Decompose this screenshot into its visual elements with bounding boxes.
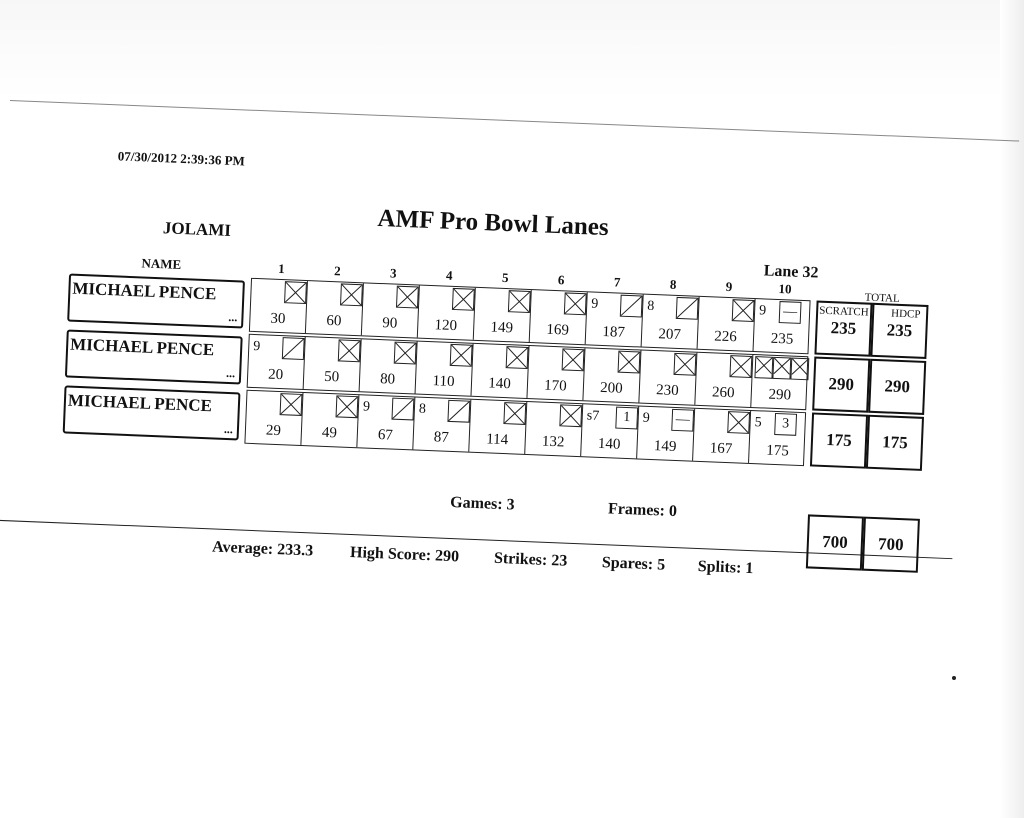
frame-cell bbox=[416, 342, 474, 396]
frame-cell bbox=[474, 288, 532, 342]
scanner-background bbox=[0, 0, 1024, 100]
frame-score: 140 bbox=[597, 435, 621, 453]
total-column-header: TOTAL bbox=[864, 291, 900, 305]
scan-edge-shadow bbox=[1000, 0, 1024, 818]
frame-score: 67 bbox=[377, 427, 394, 444]
frame-cell bbox=[583, 348, 641, 402]
frame-number: 1 bbox=[277, 260, 286, 277]
grand-total-scratch: 700 bbox=[806, 514, 864, 570]
frames-count: Frames: 0 bbox=[607, 500, 678, 521]
frame-cell bbox=[639, 351, 697, 405]
roll-box: 3 bbox=[774, 413, 797, 436]
games-count: Games: 3 bbox=[449, 493, 515, 514]
strike-mark bbox=[284, 281, 307, 304]
strike-mark bbox=[396, 286, 419, 309]
frame-number: 4 bbox=[445, 267, 453, 283]
frame-score: 260 bbox=[711, 384, 735, 402]
player-name: MICHAEL PENCE bbox=[72, 278, 217, 304]
frame-score: 140 bbox=[487, 375, 512, 393]
frame-score: 50 bbox=[323, 368, 340, 386]
frame-cell bbox=[586, 292, 644, 346]
scratch-total: 290 bbox=[812, 356, 870, 412]
player-name-box bbox=[65, 329, 243, 384]
frame-cell bbox=[472, 344, 530, 398]
frame-number: 2 bbox=[333, 263, 341, 279]
player-name: MICHAEL PENCE bbox=[69, 334, 215, 360]
page-title: AMF Pro Bowl Lanes bbox=[377, 204, 610, 242]
frame-score: 200 bbox=[599, 379, 623, 397]
strike-mark bbox=[559, 404, 582, 427]
roll-box: — bbox=[779, 301, 802, 324]
frame-number: 10 bbox=[778, 281, 792, 297]
spare-mark bbox=[676, 297, 699, 320]
frame-cell bbox=[362, 283, 420, 337]
strike-mark bbox=[508, 290, 531, 313]
frame-cell bbox=[357, 395, 415, 449]
frame-cell bbox=[248, 335, 306, 389]
frame-score: 90 bbox=[382, 315, 398, 332]
strike-mark bbox=[729, 355, 752, 378]
lane-number: Lane 32 bbox=[763, 262, 819, 282]
strike-mark bbox=[506, 346, 529, 369]
first-roll: 8 bbox=[646, 298, 655, 315]
strike-mark bbox=[394, 342, 417, 365]
frame-cell bbox=[250, 279, 308, 333]
strike-mark bbox=[754, 356, 773, 379]
strike-mark bbox=[772, 357, 791, 380]
player-name-box bbox=[67, 274, 245, 329]
frame-number: 7 bbox=[613, 274, 621, 290]
first-roll: 9 bbox=[362, 399, 371, 415]
frame-score: 132 bbox=[541, 433, 565, 451]
spare-mark bbox=[282, 337, 305, 360]
frame-score: 226 bbox=[714, 328, 738, 346]
player-name: MICHAEL PENCE bbox=[67, 390, 213, 416]
frame-score: 235 bbox=[770, 330, 794, 348]
frame-number: 5 bbox=[501, 269, 509, 286]
strike-mark bbox=[338, 339, 361, 362]
frame-score: 187 bbox=[602, 323, 626, 341]
frame-cell bbox=[530, 290, 588, 344]
frame-cell bbox=[754, 299, 812, 353]
center-name: JOLAMI bbox=[162, 218, 232, 240]
frame-score: 80 bbox=[379, 371, 396, 388]
hdcp-total: 175 bbox=[866, 415, 924, 471]
timestamp: 07/30/2012 2:39:36 PM bbox=[117, 148, 246, 169]
spares-count: Spares: 5 bbox=[601, 554, 666, 574]
score-sheet bbox=[0, 100, 1009, 660]
frame-cell bbox=[413, 398, 471, 452]
more-dots: ... bbox=[225, 365, 236, 381]
frame-cell bbox=[698, 297, 756, 351]
frame-cell bbox=[527, 346, 585, 400]
strike-mark bbox=[732, 299, 755, 322]
frame-score: 149 bbox=[490, 319, 514, 337]
name-column-header: NAME bbox=[141, 255, 182, 272]
frame-score: 170 bbox=[543, 377, 568, 395]
frame-cell bbox=[693, 409, 751, 463]
frame-score: 230 bbox=[655, 382, 679, 400]
average-score: Average: 233.3 bbox=[211, 538, 314, 560]
hdcp-column-header: HDCP bbox=[890, 307, 921, 321]
strike-mark bbox=[450, 344, 473, 367]
grand-total-hdcp: 700 bbox=[862, 517, 920, 573]
frame-score: 149 bbox=[653, 438, 677, 456]
roll-value: 5 bbox=[754, 415, 762, 431]
strike-mark bbox=[790, 358, 809, 381]
scan-speck bbox=[952, 676, 956, 680]
frame-cell bbox=[306, 281, 364, 335]
spare-mark bbox=[447, 400, 470, 423]
strike-mark bbox=[340, 283, 363, 306]
strike-mark bbox=[727, 411, 750, 434]
frame-score: 60 bbox=[326, 312, 342, 330]
frame-number: 6 bbox=[557, 272, 565, 288]
scratch-column-header: SCRATCH bbox=[818, 304, 869, 319]
frame-cell bbox=[301, 393, 359, 447]
spare-mark bbox=[620, 295, 643, 318]
frame-score: 290 bbox=[768, 386, 792, 404]
second-roll-box: — bbox=[671, 409, 694, 432]
first-roll: 9 bbox=[642, 410, 651, 426]
frame-score: 167 bbox=[709, 440, 733, 458]
frame-score: 175 bbox=[765, 442, 790, 460]
more-dots: ... bbox=[228, 309, 238, 325]
frame-cell bbox=[751, 355, 809, 409]
strike-mark bbox=[280, 393, 303, 416]
splits-count: Splits: 1 bbox=[697, 557, 754, 578]
frame-score: 110 bbox=[432, 373, 455, 391]
strikes-count: Strikes: 23 bbox=[493, 549, 568, 570]
frame-score: 207 bbox=[658, 326, 682, 344]
strike-mark bbox=[503, 402, 526, 425]
strike-mark bbox=[336, 395, 359, 418]
strike-mark bbox=[674, 353, 697, 376]
frame-cell bbox=[581, 404, 639, 458]
frame-score: 29 bbox=[265, 422, 282, 440]
first-roll: 9 bbox=[590, 296, 599, 312]
spare-mark bbox=[391, 398, 414, 421]
frame-score: 114 bbox=[485, 431, 509, 449]
hdcp-total: 290 bbox=[868, 359, 926, 415]
frame-score: 87 bbox=[433, 429, 450, 446]
frame-cell bbox=[469, 400, 527, 454]
frame-number: 3 bbox=[389, 265, 397, 281]
first-roll: s7 bbox=[586, 408, 600, 424]
first-roll: 9 bbox=[253, 338, 261, 355]
frame-score: 120 bbox=[434, 317, 458, 335]
frame-cell bbox=[749, 411, 807, 465]
strike-mark bbox=[452, 288, 475, 311]
strike-mark bbox=[618, 351, 641, 374]
high-score: High Score: 290 bbox=[349, 544, 460, 566]
frame-score: 20 bbox=[267, 366, 284, 384]
first-roll: 8 bbox=[418, 401, 427, 417]
scratch-total: 175 bbox=[810, 412, 868, 468]
more-dots: ... bbox=[223, 421, 234, 437]
frame-score: 169 bbox=[546, 321, 570, 339]
frame-cell bbox=[642, 295, 700, 349]
frame-cell bbox=[695, 353, 753, 407]
frame-score: 30 bbox=[270, 310, 286, 328]
scratch-total: 235 bbox=[814, 301, 872, 357]
frame-cell bbox=[304, 337, 362, 391]
strike-mark bbox=[564, 292, 587, 315]
frame-cell bbox=[525, 402, 583, 456]
hdcp-total: 235 bbox=[870, 303, 928, 359]
frame-number: 9 bbox=[725, 278, 733, 295]
player-name-box bbox=[63, 385, 241, 440]
second-roll-box: 1 bbox=[615, 407, 638, 430]
strike-mark bbox=[562, 348, 585, 371]
frame-cell bbox=[360, 339, 418, 393]
sheet-top-edge bbox=[10, 100, 1019, 142]
frame-cell bbox=[418, 286, 476, 340]
roll-value: 9 bbox=[758, 303, 767, 319]
frame-cell bbox=[245, 391, 303, 445]
frame-score: 49 bbox=[321, 424, 338, 442]
frame-number: 8 bbox=[669, 276, 677, 292]
frame-cell bbox=[637, 406, 695, 460]
